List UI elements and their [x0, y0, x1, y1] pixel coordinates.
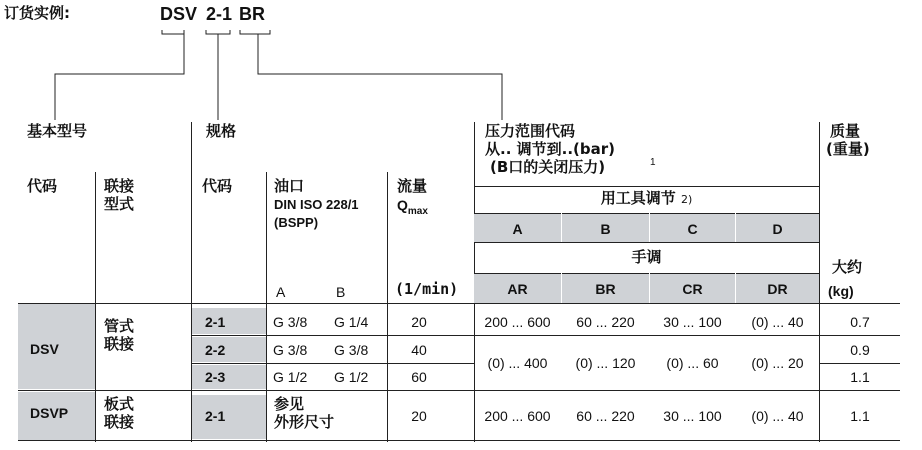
tool-col-a: A: [512, 221, 523, 237]
dsv-r1-size: 2-1: [205, 314, 226, 330]
divider-conn: [95, 172, 96, 442]
tool-col-d: D: [772, 221, 783, 237]
dsv-r1-p1: 200 ... 600: [484, 314, 551, 330]
dsvp-flow: 20: [411, 408, 427, 424]
dsv-conn-1: 管式: [104, 317, 135, 335]
header-spec: 规格: [206, 122, 237, 140]
dsvp-p3: 30 ... 100: [663, 408, 722, 424]
dsv-merged-p1: (0) ... 400: [487, 355, 548, 371]
header-mass-2: (重量): [826, 140, 870, 158]
dsv-r1-a: G 3/8: [273, 314, 308, 330]
rule-row-3: [18, 390, 900, 391]
dsv-merged-p2: (0) ... 120: [575, 355, 636, 371]
dsv-r3-a: G 1/2: [273, 369, 308, 385]
header-basic-model: 基本型号: [27, 122, 88, 140]
dsv-r3-size: 2-3: [205, 369, 226, 385]
dsvp-conn-2: 联接: [104, 413, 135, 431]
manual-col-br: BR: [595, 281, 616, 297]
dsvp-size: 2-1: [205, 408, 226, 424]
divider-spec: [191, 122, 192, 442]
manual-col-ar: AR: [507, 281, 528, 297]
tool-col-c: C: [687, 221, 698, 237]
dsv-r2-mass: 0.9: [850, 342, 870, 358]
dsv-merged-p3: (0) ... 60: [666, 355, 719, 371]
dsvp-p2: 60 ... 220: [576, 408, 635, 424]
dsv-r1-p4: (0) ... 40: [751, 314, 804, 330]
manual-col-cr: CR: [682, 281, 703, 297]
header-port-bspp: (BSPP): [274, 215, 319, 230]
header-code: 代码: [27, 177, 58, 195]
dsvp-mass: 1.1: [850, 408, 870, 424]
order-code-pressure: BR: [239, 4, 265, 24]
dsv-r1-p2: 60 ... 220: [576, 314, 635, 330]
header-flow-symbol: $Q_{max}$: [397, 197, 428, 217]
dsv-r2-flow: 40: [411, 342, 427, 358]
rule-tool-top: [474, 186, 819, 187]
dsvp-p1: 200 ... 600: [484, 408, 551, 424]
divider-mass: [819, 122, 820, 442]
dsvp-see-1: 参见: [274, 395, 305, 413]
header-port-std: DIN ISO 228/1: [274, 197, 359, 212]
dsvp-code: DSVP: [30, 405, 69, 421]
dsvp-conn-1: 板式: [104, 395, 135, 413]
order-example-label: 订货实例:: [4, 4, 70, 22]
size-2-2-shade: [192, 337, 266, 362]
dsv-r1-flow: 20: [411, 314, 427, 330]
order-code-dsv: DSV: [160, 4, 198, 24]
dsv-r3-b: G 1/2: [334, 369, 369, 385]
header-spec-code: 代码: [202, 177, 233, 195]
dsvp-size-shade: [192, 395, 266, 439]
dsv-merged-p4: (0) ... 20: [751, 355, 804, 371]
size-2-3-shade: [192, 365, 266, 389]
rule-row-2-left: [192, 363, 475, 364]
rule-row-2-right: [819, 363, 900, 364]
dsv-r1-p3: 30 ... 100: [663, 314, 722, 330]
dsv-conn-2: 联接: [104, 335, 135, 353]
header-pressure-range: 压力范围代码: [485, 122, 576, 140]
dsv-r2-b: G 3/8: [334, 342, 369, 358]
header-flow-unit: (1/min): [395, 280, 459, 298]
dsv-code: DSV: [30, 341, 59, 357]
rule-row-1: [192, 335, 900, 336]
dsv-r1-b: G 1/4: [334, 314, 369, 330]
header-pressure-range-2: 从.. 调节到..(bar): [485, 140, 615, 158]
manual-col-dr: DR: [767, 281, 788, 297]
dsvp-p4: (0) ... 40: [751, 408, 804, 424]
header-approx: 大约: [832, 258, 863, 276]
header-tool-adjust: 用工具调节 2): [600, 189, 693, 207]
size-2-1-shade: [192, 308, 266, 334]
tool-col-b: B: [600, 221, 611, 237]
header-kg: (kg): [828, 283, 854, 299]
rule-tool-bottom: [474, 242, 819, 243]
rule-header-bottom: [18, 303, 900, 304]
header-port-b: B: [336, 284, 346, 300]
header-conn-1: 联接: [104, 177, 135, 195]
header-flow: 流量: [397, 177, 428, 195]
header-mass: 质量: [830, 122, 861, 140]
rule-bottom: [18, 440, 900, 441]
divider-flow: [387, 172, 388, 442]
dsv-r3-flow: 60: [411, 369, 427, 385]
dsv-r1-mass: 0.7: [850, 314, 870, 330]
rule-manual-top: [474, 273, 819, 274]
pressure-footnote-1: 1: [650, 157, 656, 168]
header-port: 油口: [274, 177, 305, 195]
dsvp-see-2: 外形尺寸: [274, 413, 335, 431]
header-port-a: A: [276, 284, 286, 300]
rule-tool-mid: [474, 213, 819, 214]
order-code-size: 2-1: [206, 4, 233, 24]
dsv-r2-size: 2-2: [205, 342, 226, 358]
dsv-r2-a: G 3/8: [273, 342, 308, 358]
header-conn-2: 型式: [104, 195, 135, 213]
dsv-r3-mass: 1.1: [850, 369, 870, 385]
header-pressure-range-3: (B口的关闭压力): [490, 158, 606, 176]
divider-port: [266, 172, 267, 442]
header-manual-adjust: 手调: [631, 248, 662, 266]
